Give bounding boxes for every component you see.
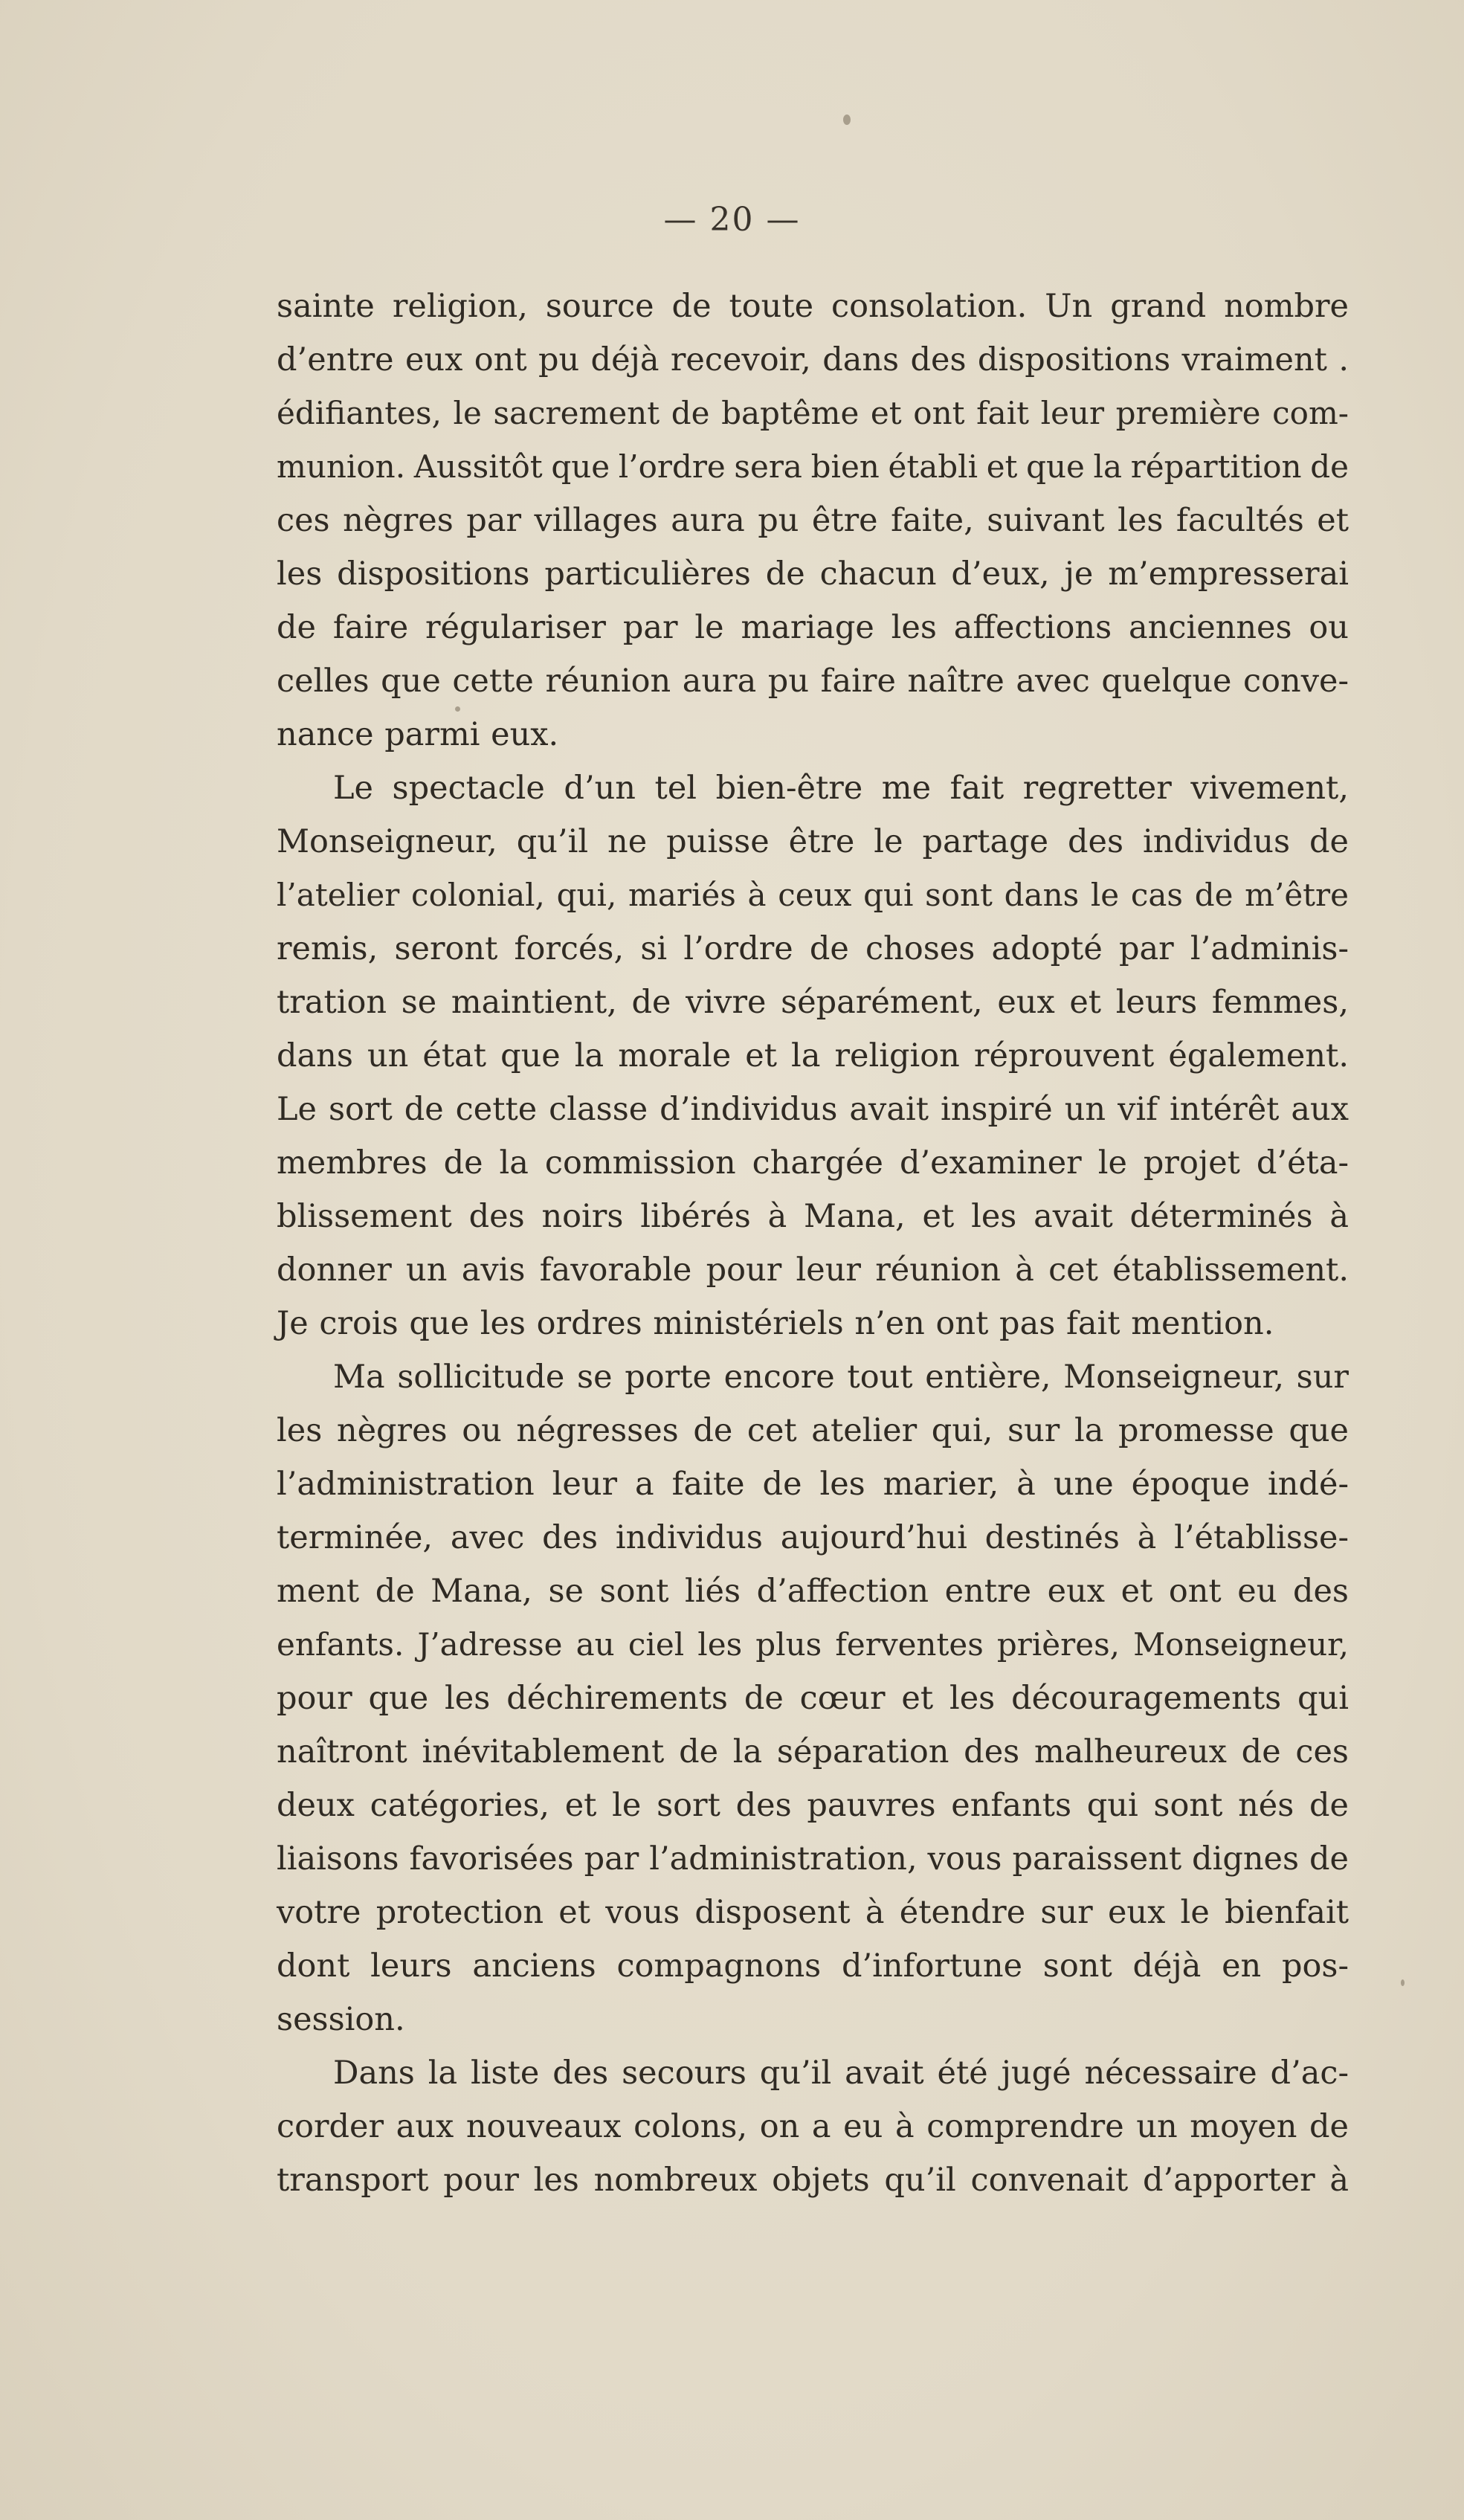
text-line: Le spectacle d’un tel bien-être me fait regretter vivement,	[333, 770, 1349, 807]
body-text	[277, 280, 1349, 2207]
text-line: d’entre eux ont pu déjà recevoir, dans des dispositions vraiment .	[277, 341, 1349, 378]
text-line: l’administration leur a faite de les marier, à une époque indé-	[277, 1466, 1349, 1503]
text-line: donner un avis favorable pour leur réunion à cet établissement.	[277, 1251, 1349, 1289]
text-line: Le sort de cette classe d’individus avait inspiré un vif intérêt aux	[277, 1091, 1349, 1128]
text-line: deux catégories, et le sort des pauvres enfants qui sont nés de	[277, 1787, 1349, 1824]
text-line: Je crois que les ordres ministériels n’en ont pas fait mention.	[277, 1305, 1274, 1342]
text-line: l’atelier colonial, qui, mariés à ceux qui sont dans le cas de m’être	[277, 877, 1349, 913]
text-line: ment de Mana, se sont liés d’affection entre eux et ont eu des	[277, 1573, 1349, 1610]
text-line: session.	[277, 2001, 405, 2038]
text-line: édifiantes, le sacrement de baptême et ont fait leur première com-	[277, 395, 1349, 431]
text-line: transport pour les nombreux objets qu’il convenait d’apporter à	[277, 2162, 1349, 2199]
text-line: nance parmi eux.	[277, 716, 559, 753]
text-line: remis, seront forcés, si l’ordre de choses adopté par l’adminis-	[277, 930, 1349, 967]
text-line: Dans la liste des secours qu’il avait été jugé nécessaire d’ac-	[333, 2055, 1349, 2092]
text-line: terminée, avec des individus aujourd’hui destinés à l’établisse-	[277, 1519, 1349, 1556]
text-line: celles que cette réunion aura pu faire naître avec quelque conve-	[277, 663, 1349, 700]
text-line: de faire régulariser par le mariage les affections anciennes ou	[277, 609, 1349, 646]
text-line: tration se maintient, de vivre séparément, eux et leurs femmes,	[277, 984, 1349, 1021]
text-line: naîtront inévitablement de la séparation des malheureux de ces	[277, 1733, 1349, 1770]
text-line: enfants. J’adresse au ciel les plus ferventes prières, Monseigneur,	[277, 1626, 1349, 1663]
paper-speck	[843, 115, 851, 125]
text-line: dans un état que la morale et la religion réprouvent également.	[277, 1037, 1349, 1074]
text-line: Monseigneur, qu’il ne puisse être le partage des individus de	[277, 823, 1349, 860]
page-number: — 20 —	[663, 201, 801, 239]
text-line: munion. Aussitôt que l’ordre sera bien établi et que la répartition de	[277, 448, 1349, 485]
text-line: blissement des noirs libérés à Mana, et les avait déterminés à	[277, 1198, 1349, 1235]
text-line: sainte religion, source de toute consolation. Un grand nombre	[277, 288, 1349, 325]
text-line: dont leurs anciens compagnons d’infortune sont déjà en pos-	[277, 1947, 1349, 1985]
text-line: ces nègres par villages aura pu être faite, suivant les facultés et	[277, 502, 1349, 539]
text-line: liaisons favorisées par l’administration, vous paraissent dignes de	[277, 1840, 1349, 1878]
text-line: les dispositions particulières de chacun d’eux, je m’empresserai	[277, 555, 1349, 593]
text-line: corder aux nouveaux colons, on a eu à comprendre un moyen de	[277, 2108, 1349, 2145]
text-line: les nègres ou négresses de cet atelier qui, sur la promesse que	[277, 1412, 1349, 1449]
text-line: pour que les déchirements de cœur et les découragements qui	[277, 1680, 1349, 1717]
paper-speck	[1401, 1979, 1405, 1986]
text-line: Ma sollicitude se porte encore tout entière, Monseigneur, sur	[333, 1359, 1349, 1396]
text-line: membres de la commission chargée d’examiner le projet d’éta-	[277, 1144, 1349, 1182]
text-line: votre protection et vous disposent à étendre sur eux le bienfait	[277, 1894, 1349, 1931]
